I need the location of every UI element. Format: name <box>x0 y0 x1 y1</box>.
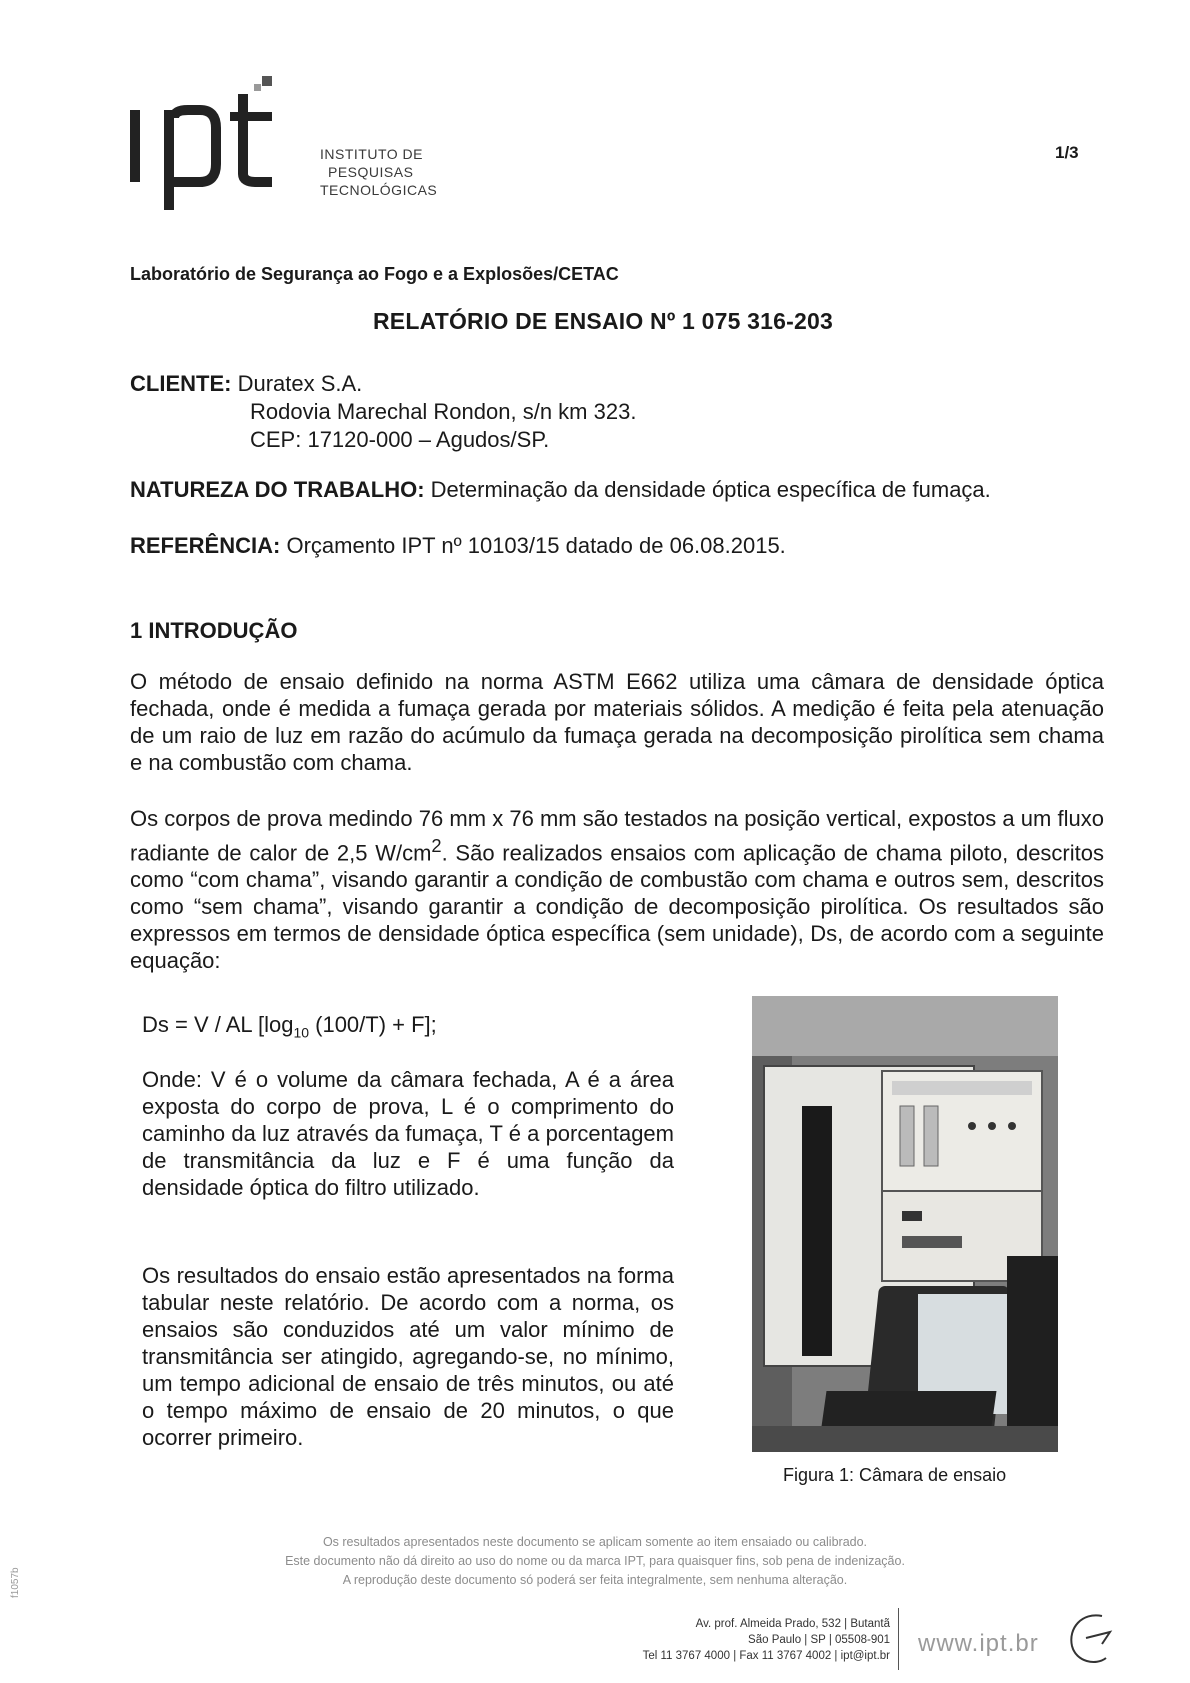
institute-line-2: PESQUISAS <box>328 164 414 180</box>
institute-line-3: TECNOLÓGICAS <box>320 182 438 198</box>
institute-line-1: INSTITUTO DE <box>320 146 423 162</box>
equation-part2: (100/T) + F]; <box>309 1012 437 1037</box>
website-link[interactable]: www.ipt.br <box>918 1630 1039 1657</box>
equation-subscript: 10 <box>293 1024 310 1041</box>
report-title: RELATÓRIO DE ENSAIO Nº 1 075 316-203 <box>373 308 833 334</box>
handwritten-initials-icon <box>1062 1608 1122 1670</box>
page-number: 1/3 <box>1055 143 1079 162</box>
address-line-3: Tel 11 3767 4000 | Fax 11 3767 4002 | ipt@ipt.br <box>642 1650 890 1662</box>
institute-name <box>320 145 437 199</box>
reference-value: Orçamento IPT nº 10103/15 datado de 06.08.2015. <box>286 533 786 558</box>
smoke-density-chamber-image <box>752 996 1058 1452</box>
results-paragraph: Os resultados do ensaio estão apresentados na forma tabular neste relatório. De acordo com a norma, os ensaios são conduzidos até um valor mínimo de transmitância ser atingido, agregando-se, no mínimo, um tempo adicional de ensaio de três minutos, ou até o tempo máximo de ensaio de 20 minutos, o que ocorrer primeiro. <box>142 1263 674 1450</box>
intro-paragraph-2 <box>130 805 1104 974</box>
equation-part1: Ds = V / AL [log <box>142 1012 294 1037</box>
paragraph2-superscript: 2 <box>431 835 442 856</box>
nature-of-work <box>130 477 991 503</box>
disclaimer-line-3: A reprodução deste documento só poderá ser feita integralmente, sem nenhuma alteração. <box>342 1573 848 1587</box>
footer-disclaimer <box>0 1533 1190 1590</box>
client-label: CLIENTE: <box>130 371 232 396</box>
equation <box>142 1012 437 1040</box>
paragraph2-part2: . São realizados ensaios com aplicação de chama piloto, descritos como “com chama”, visando garantir a condição de combustão com chama e outros sem, descritos como “sem chama”, visando garantir a condição de decomposição pirolítica. Os resultados são expressos em termos de densidade óptica específica (sem unidade), Ds, de acordo com a seguinte equação: <box>130 840 1104 974</box>
nature-label: NATUREZA DO TRABALHO: <box>130 477 425 502</box>
figure-caption: Figura 1: Câmara de ensaio <box>783 1465 1007 1485</box>
equation-definitions: Onde: V é o volume da câmara fechada, A é a área exposta do corpo de prova, L é o comprimento do caminho da luz através da fumaça, T é a porcentagem de transmitância da luz e F é uma função da densidade óptica do filtro utilizado. <box>142 1067 674 1200</box>
address-line-1: Av. prof. Almeida Prado, 532 | Butantã <box>695 1618 890 1630</box>
form-code: f1057b <box>10 1567 21 1598</box>
address-line-2: São Paulo | SP | 05508-901 <box>748 1634 890 1646</box>
disclaimer-line-2: Este documento não dá direito ao uso do nome ou da marca IPT, para quaisquer fins, sob pena de indenização. <box>285 1554 905 1568</box>
paragraph2-part1: Os corpos de prova medindo 76 mm x 76 mm são testados na posição vertical, expostos a um fluxo radiante de calor de 2,5 W/cm <box>130 806 1104 866</box>
client-address-line1: Rodovia Marechal Rondon, s/n km 323. <box>250 399 637 424</box>
client-block <box>130 370 636 454</box>
laboratory-name: Laboratório de Segurança ao Fogo e a Explosões/CETAC <box>130 264 619 284</box>
ipt-logo <box>130 70 305 210</box>
ipt-logo-mark-icon <box>130 70 305 210</box>
nature-value: Determinação da densidade óptica específica de fumaça. <box>430 477 991 502</box>
intro-paragraph-1: O método de ensaio definido na norma ASTM E662 utiliza uma câmara de densidade óptica fechada, onde é medida a fumaça gerada por materiais sólidos. A medição é feita pela atenuação de um raio de luz em razão do acúmulo da fumaça gerada na decomposição pirolítica sem chama e na combustão com chama. <box>130 669 1104 775</box>
signature-initials <box>1062 1608 1122 1670</box>
footer-address <box>520 1616 890 1664</box>
reference-label: REFERÊNCIA: <box>130 533 281 558</box>
client-address-line2: CEP: 17120-000 – Agudos/SP. <box>250 427 550 452</box>
disclaimer-line-1: Os resultados apresentados neste documento se aplicam somente ao item ensaiado ou calibrado. <box>322 1535 868 1549</box>
client-name: Duratex S.A. <box>237 371 363 396</box>
footer-divider <box>898 1608 899 1670</box>
section-heading: 1 INTRODUÇÃO <box>130 618 298 643</box>
reference <box>130 533 786 559</box>
test-chamber-photo <box>752 996 1058 1452</box>
